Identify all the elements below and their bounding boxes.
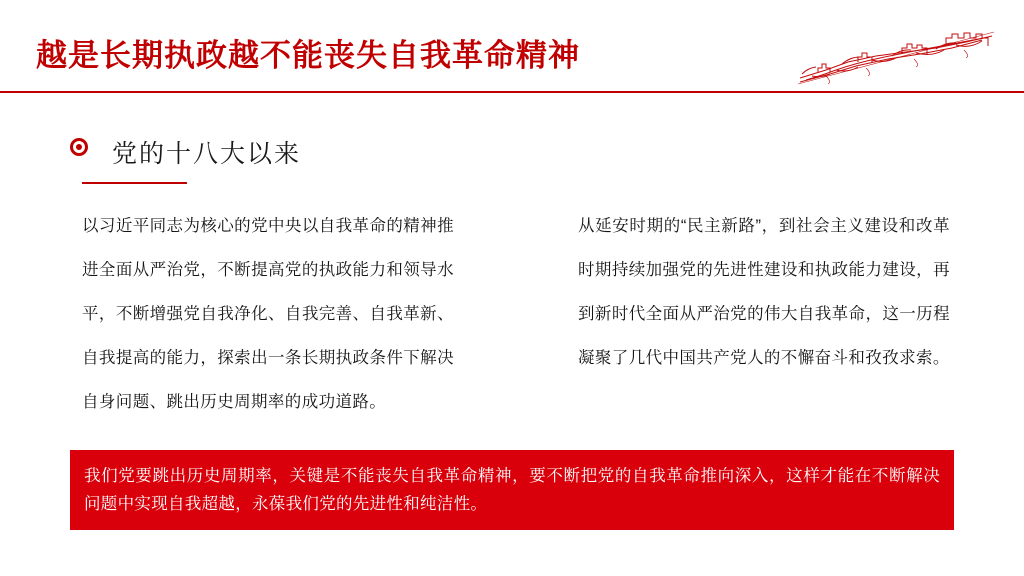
body-paragraph-left: 以习近平同志为核心的党中央以自我革命的精神推进全面从严治党，不断提高党的执政能力和领导水平，不断增强党自我净化、自我完善、自我革新、自我提高的能力，探索出一条长期执政条件下解决自身问题、跳出历史周期率的成功道路。 xyxy=(82,217,454,411)
bullet-circle-icon xyxy=(70,138,88,156)
page-title: 越是长期执政越不能丧失自我革命精神 xyxy=(36,38,580,73)
section-underline xyxy=(82,182,187,184)
highlight-callout xyxy=(70,450,954,530)
great-wall-ornament-icon xyxy=(796,26,996,86)
slide-header xyxy=(0,0,1024,92)
body-paragraph-right: 从延安时期的“民主新路”，到社会主义建设和改革时期持续加强党的先进性建设和执政能力建设，再到新时代全面从严治党的伟大自我革命，这一历程凝聚了几代中国共产党人的不懈奋斗和孜孜求索。 xyxy=(578,217,950,367)
section-heading: 党的十八大以来 xyxy=(112,140,302,168)
header-divider xyxy=(0,91,1024,93)
callout-text: 我们党要跳出历史周期率，关键是不能丧失自我革命精神，要不断把党的自我革命推向深入，这样才能在不断解决问题中实现自我超越，永葆我们党的先进性和纯洁性。 xyxy=(84,467,940,513)
